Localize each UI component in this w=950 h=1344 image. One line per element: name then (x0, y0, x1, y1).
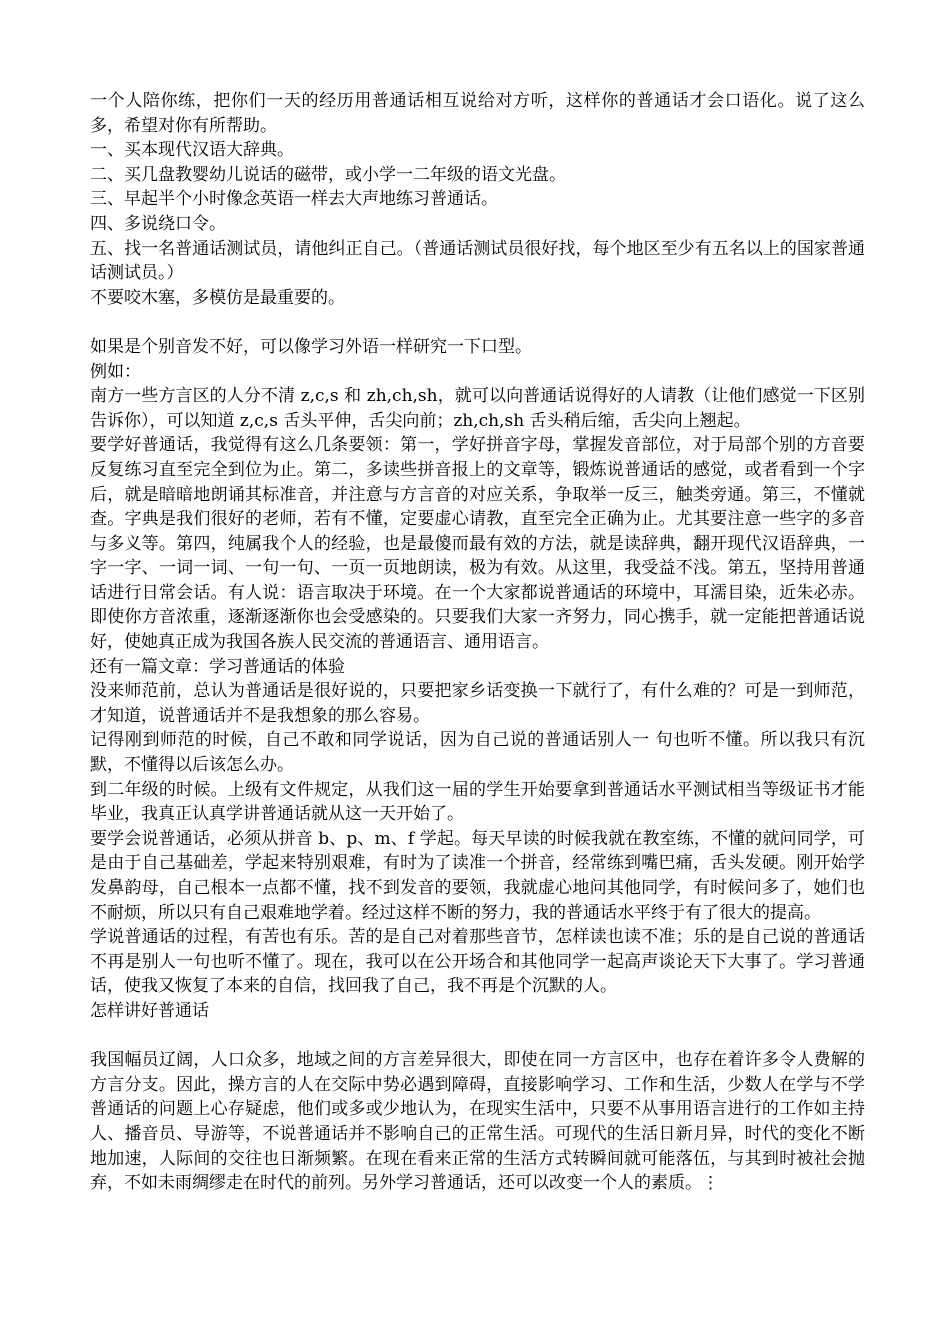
list-item-tapes: 二、买几盘教婴幼儿说话的磁带，或小学一二年级的语文光盘。 (90, 164, 566, 185)
blank-line (90, 1024, 865, 1049)
section-heading-experience: 还有一篇文章：学习普通话的体验 (90, 656, 345, 677)
blank-line (90, 310, 865, 335)
list-item-tongue-twisters: 四、多说绕口令。 (90, 213, 226, 234)
paragraph-mouth-shape: 如果是个别音发不好，可以像学习外语一样研究一下口型。 (90, 336, 532, 357)
paragraph-pinyin-practice: 要学会说普通话，必须从拼音 b、p、m、f 学起。每天早读的时候我就在教室练，不懂的就问同学，可是由于自己基础差，学起来特别艰难，有时为了读准一个拼音，经常练到嘴巴痛，舌头发硬。刚开始学发鼻韵母，自己根本一点都不懂，找不到发音的要领，我就虚心地问其他同学，有时候问多了，她们也不耐烦，所以只有自己艰难地学着。经过这样不断的努力，我的普通话水平终于有了很大的提高。 (90, 828, 865, 923)
paragraph-example-label: 例如： (90, 361, 141, 382)
paragraph-dialects: 我国幅员辽阔，人口众多，地域之间的方言差异很大，即使在同一方言区中，也存在着许多令人费解的方言分支。因此，操方言的人在交际中势必遇到障碍，直接影响学习、工作和生活，少数人在学与不学普通话的问题上心存疑虑，他们或多或少地认为，在现实生活中，只要不从事用语言进行的工作如主持人、播音员、导游等，不说普通话并不影响自己的正常生活。可现代的生活日新月异，时代的变化不断地加速，人际间的交往也日渐频繁。在现在看来正常的生活方式转瞬间就可能落伍，与其到时被社会抛弃，不如未雨绸缪走在时代的前列。另外学习普通话，还可以改变一个人的素质。⋮ (90, 1050, 865, 1194)
paragraph-bitter-sweet: 学说普通话的过程，有苦也有乐。苦的是自己对着那些音节，怎样读也读不准；乐的是自己说的普通话不再是别人一句也听不懂了。现在，我可以在公开场合和其他同学一起高声谈论天下大事了。学习普通话，使我又恢复了本来的自信，找回我了自己，我不再是个沉默的人。 (90, 927, 865, 997)
paragraph-key-points: 要学好普通话，我觉得有这么几条要领：第一，学好拼音字母，掌握发音部位，对于局部个别的方音要反复练习直至完全到位为止。第二，多读些拼音报上的文章等，锻炼说普通话的感觉，或者看到一个字后，就是暗暗地朗诵其标准音，并注意与方言音的对应关系，争取举一反三，触类旁通。第三，不懂就查。字典是我们很好的老师，若有不懂，定要虚心请教，直至完全正确为止。尤其要注意一些字的多音与多义等。第四，纯属我个人的经验，也是最傻而最有效的方法，就是读辞典，翻开现代汉语辞典，一字一字、一词一词、一句一句、一页一页地朗读，极为有效。从这里，我受益不浅。第五，坚持用普通话进行日常会话。有人说：语言取决于环境。在一个大家都说普通话的环境中，耳濡目染，近朱必赤。即使你方音浓重，逐渐逐渐你也会受感染的。只要我们大家一齐努力，同心携手，就一定能把普通话说好，使她真正成为我国各族人民交流的普通语言、通用语言。 (90, 435, 865, 653)
paragraph-imitation: 不要咬木塞，多模仿是最重要的。 (90, 287, 345, 308)
paragraph-second-year: 到二年级的时候。上级有文件规定，从我们这一届的学生开始要拿到普通话水平测试相当等级证书才能毕业，我真正认真学讲普通话就从这一天开始了。 (90, 779, 865, 825)
paragraph-before-normal-school: 没来师范前，总认为普通话是很好说的，只要把家乡话变换一下就行了，有什么难的？可是一到师范，才知道，说普通话并不是我想象的那么容易。 (90, 681, 865, 726)
paragraph-example-zcs: 南方一些方言区的人分不清 z,c,s 和 zh,ch,sh，就可以向普通话说得好的人请教（让他们感觉一下区别告诉你），可以知道 z,c,s 舌头平伸，舌尖向前；zh,ch,sh 舌头稍后缩，舌尖向上翘起。 (90, 386, 865, 431)
list-item-morning-practice: 三、早起半个小时像念英语一样去大声地练习普通话。 (90, 189, 498, 210)
list-item-tester: 五、找一名普通话测试员，请他纠正自己。（普通话测试员很好找，每个地区至少有五名以上的国家普通话测试员。） (90, 238, 865, 284)
document-body (90, 89, 865, 1196)
paragraph-arrival: 记得刚到师范的时候，自己不敢和同学说话，因为自己说的普通话别人一 句也听不懂。所以我只有沉默，不懂得以后该怎么办。 (90, 730, 865, 776)
section-heading-how-to: 怎样讲好普通话 (90, 1000, 209, 1021)
list-item-dictionary: 一、买本现代汉语大辞典。 (90, 140, 294, 161)
paragraph-intro: 一个人陪你练，把你们一天的经历用普通话相互说给对方听，这样你的普通话才会口语化。说了这么多，希望对你有所帮助。 (90, 91, 865, 136)
